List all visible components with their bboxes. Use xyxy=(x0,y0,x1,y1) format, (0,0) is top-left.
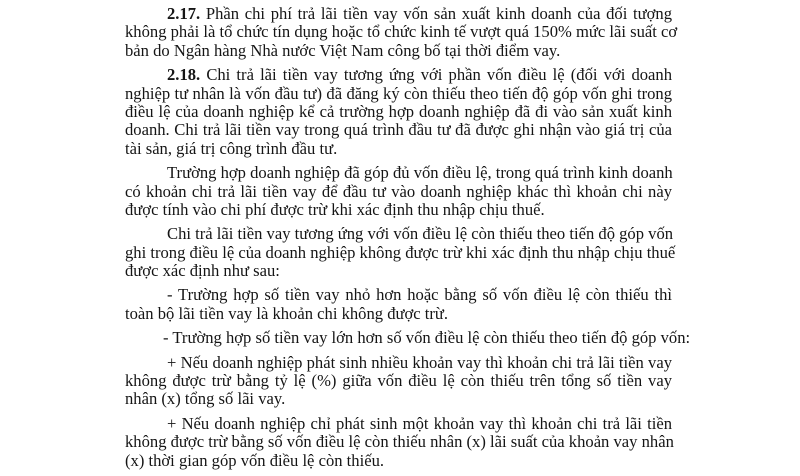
text-line: bản do Ngân hàng Nhà nước Việt Nam công bố tại thời điểm vay. xyxy=(125,40,561,60)
text-line: Trường hợp doanh nghiệp đã góp đủ vốn điều lệ, trong quá trình kinh doanh xyxy=(167,163,673,183)
sub-bullet-single-loan xyxy=(125,415,672,470)
text-line: được tính vào chi phí được trừ khi xác định thu nhập chịu thuế. xyxy=(125,199,545,219)
paragraph-2-17 xyxy=(125,4,678,60)
text-line: Chi trả lãi tiền vay tương ứng với vốn điều lệ còn thiếu theo tiến độ góp vốn xyxy=(167,224,674,244)
paragraph-missing-capital xyxy=(125,224,676,281)
text-line: điều lệ của doanh nghiệp kể cả trường hợp doanh nghiệp đã đi vào sản xuất kinh xyxy=(125,101,672,121)
sub-bullet-multiple-loans xyxy=(125,354,672,409)
text-line: được xác định như sau: xyxy=(125,261,280,281)
text-line: nhân (x) tổng số lãi vay. xyxy=(125,389,286,409)
text-line: toàn bộ lãi tiền vay là khoản chi không được trừ. xyxy=(125,303,449,323)
paragraph-full-capital xyxy=(125,164,672,219)
text-line: có khoản chi trả lãi tiền vay để đầu tư vào doanh nghiệp khác thì khoản chi này xyxy=(125,181,672,201)
document-page xyxy=(125,4,691,476)
text-line: - Trường hợp số tiền vay nhỏ hơn hoặc bằng số vốn điều lệ còn thiếu thì xyxy=(167,285,672,305)
text-line: không được trừ bằng tỷ lệ (%) giữa vốn điều lệ còn thiếu trên tổng số tiền vay xyxy=(125,371,672,391)
text-line: 2.18. Chi trả lãi tiền vay tương ứng với phần vốn điều lệ (đối với doanh xyxy=(167,65,672,85)
text-line: doanh. Chi trả lãi tiền vay trong quá trình đầu tư đã được ghi nhận vào giá trị của xyxy=(125,120,672,140)
paragraph-2-18 xyxy=(125,66,672,158)
text-line: tài sản, giá trị công trình đầu tư. xyxy=(125,138,338,158)
section-number: 2.18. xyxy=(167,65,201,85)
text-line: (x) thời gian góp vốn điều lệ còn thiếu. xyxy=(125,450,385,470)
text-line: không phải là tổ chức tín dụng hoặc tổ chức kinh tế vượt quá 150% mức lãi suất cơ xyxy=(125,22,678,42)
bullet-loan-larger xyxy=(125,328,691,348)
text-line: nghiệp tư nhân là vốn đầu tư) đã đăng ký còn thiếu theo tiến độ góp vốn ghi trong xyxy=(125,83,672,103)
bullet-loan-smaller xyxy=(125,286,672,323)
text-line: 2.17. Phần chi phí trả lãi tiền vay vốn sản xuất kinh doanh của đối tượng xyxy=(167,4,672,23)
text-line: + Nếu doanh nghiệp chỉ phát sinh một khoản vay thì khoản chi trả lãi tiền xyxy=(167,413,672,433)
text-line: không được trừ bằng số vốn điều lệ còn thiếu nhân (x) lãi suất của khoản vay nhân xyxy=(125,432,674,452)
text-line: ghi trong điều lệ của doanh nghiệp không được trừ khi xác định thu nhập chịu thuế xyxy=(125,242,676,262)
text-line: + Nếu doanh nghiệp phát sinh nhiều khoản vay thì khoản chi trả lãi tiền vay xyxy=(167,352,672,372)
section-number: 2.17. xyxy=(167,4,201,23)
text-line: - Trường hợp số tiền vay lớn hơn số vốn điều lệ còn thiếu theo tiến độ góp vốn: xyxy=(163,328,691,348)
